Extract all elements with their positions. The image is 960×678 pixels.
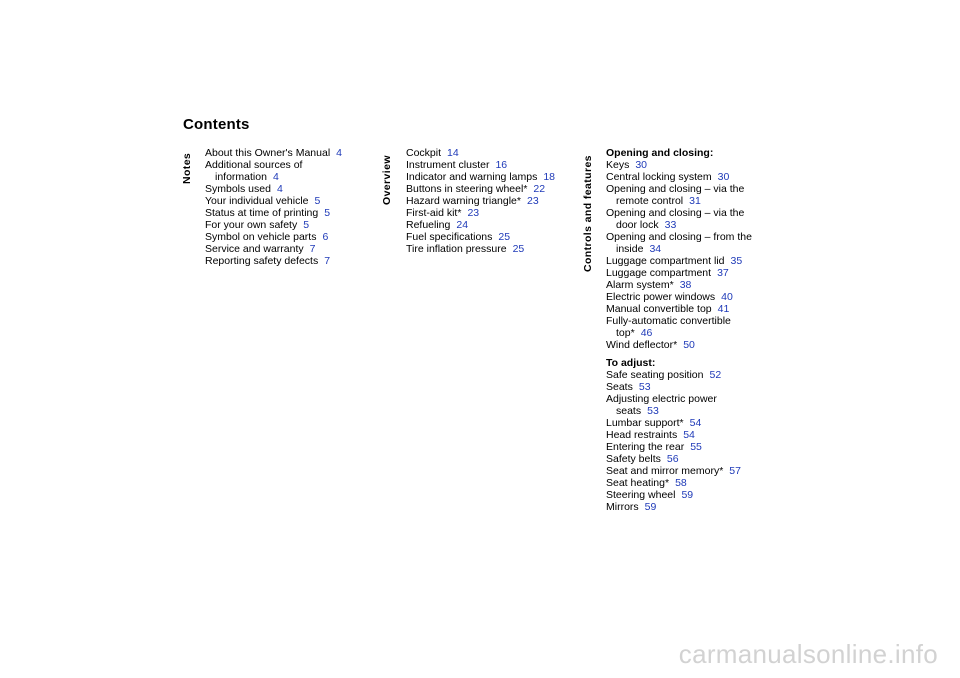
toc-entry[interactable] — [606, 279, 752, 291]
toc-entry-title: Luggage compartment lid — [606, 255, 725, 267]
toc-entry-title: Buttons in steering wheel* — [406, 183, 528, 195]
toc-page-number[interactable]: 4 — [272, 171, 279, 183]
toc-entry-title: Mirrors — [606, 501, 639, 513]
toc-entry-title: Seat heating* — [606, 477, 670, 489]
toc-entry[interactable] — [406, 219, 555, 231]
toc-page-number[interactable]: 25 — [498, 231, 511, 243]
toc-page-number[interactable]: 23 — [526, 195, 539, 207]
toc-entry-title: Symbol on vehicle parts — [205, 231, 317, 243]
toc-entry-title: Service and warranty — [205, 243, 304, 255]
toc-page-number[interactable]: 46 — [640, 327, 653, 339]
toc-entry[interactable] — [606, 369, 752, 381]
toc-entry[interactable] — [606, 501, 752, 513]
toc-entry[interactable] — [606, 405, 752, 417]
section-label-notes: Notes — [181, 152, 193, 184]
toc-page-number[interactable]: 40 — [721, 291, 733, 303]
toc-page-number[interactable]: 4 — [276, 183, 283, 195]
toc-entry[interactable] — [606, 195, 752, 207]
toc-entry-title: Symbols used — [205, 183, 271, 195]
toc-entry[interactable] — [606, 339, 752, 351]
section-label-overview: Overview — [381, 155, 393, 205]
toc-page-number[interactable]: 16 — [495, 159, 508, 171]
toc-page-number[interactable]: 5 — [324, 207, 331, 219]
toc-entry[interactable] — [205, 183, 342, 195]
toc-entry[interactable] — [606, 489, 752, 501]
toc-page-number[interactable]: 37 — [717, 267, 729, 279]
toc-page-number[interactable]: 31 — [689, 195, 701, 207]
toc-page-number[interactable]: 33 — [664, 219, 677, 231]
toc-page-number[interactable]: 7 — [324, 255, 331, 267]
toc-entry[interactable] — [606, 327, 752, 339]
toc-entry[interactable] — [606, 417, 752, 429]
toc-entry-title: Head restraints — [606, 429, 678, 441]
toc-page-number[interactable]: 34 — [649, 243, 662, 255]
toc-entry-title: Instrument cluster — [406, 159, 490, 171]
toc-entry-title: Cockpit — [406, 147, 442, 159]
toc-entry[interactable] — [606, 183, 752, 195]
toc-entry-title: Tire inflation pressure — [406, 243, 507, 255]
toc-entry-title: Alarm system* — [606, 279, 674, 291]
toc-entry-title: Refueling — [406, 219, 451, 231]
toc-page-number[interactable]: 59 — [681, 489, 694, 501]
toc-entry[interactable] — [606, 171, 752, 183]
toc-page-number[interactable]: 30 — [635, 159, 648, 171]
toc-page-number[interactable]: 5 — [303, 219, 310, 231]
toc-entry-title: Seats — [606, 381, 633, 393]
toc-entry-title: Fully-automatic convertible — [606, 315, 731, 327]
toc-entry[interactable] — [606, 315, 752, 327]
toc-page-number[interactable]: 53 — [638, 381, 651, 393]
toc-entry-title: Steering wheel — [606, 489, 676, 501]
toc-entry[interactable] — [606, 477, 752, 489]
toc-entry[interactable] — [406, 231, 555, 243]
toc-page-number[interactable]: 57 — [729, 465, 741, 477]
toc-entry[interactable] — [606, 231, 752, 243]
toc-entry-title: Entering the rear — [606, 441, 685, 453]
toc-entry[interactable] — [205, 231, 342, 243]
toc-column-controls-and-features — [606, 147, 752, 513]
toc-entry-title: Safety belts — [606, 453, 661, 465]
toc-page-number[interactable]: 55 — [690, 441, 702, 453]
toc-entry[interactable] — [205, 219, 342, 231]
group-heading: To adjust: — [606, 357, 656, 369]
toc-entry-title: Keys — [606, 159, 630, 171]
toc-entry[interactable] — [406, 195, 555, 207]
toc-page-number[interactable]: 7 — [309, 243, 316, 255]
watermark: carmanualsonline.info — [678, 639, 938, 669]
toc-entry-title: Fuel specifications — [406, 231, 493, 243]
toc-entry-title: Additional sources of — [205, 159, 303, 171]
toc-entry[interactable] — [606, 381, 752, 393]
toc-entry-title: top* — [616, 327, 635, 339]
toc-entry-title: Luggage compartment — [606, 267, 712, 279]
toc-entry[interactable] — [406, 159, 555, 171]
toc-entry-title: Hazard warning triangle* — [406, 195, 521, 207]
toc-entry[interactable] — [606, 465, 752, 477]
toc-page-number[interactable]: 4 — [336, 147, 342, 159]
toc-page-number[interactable]: 50 — [683, 339, 695, 351]
toc-entry-title: Manual convertible top — [606, 303, 712, 315]
group-heading: Opening and closing: — [606, 147, 714, 159]
toc-page-number[interactable]: 52 — [709, 369, 722, 381]
toc-entry-title: Central locking system — [606, 171, 712, 183]
toc-entry[interactable] — [406, 171, 555, 183]
toc-entry[interactable] — [606, 291, 752, 303]
toc-entry-title: information — [215, 171, 267, 183]
toc-entry-title: Opening and closing – from the — [606, 231, 752, 243]
toc-entry-title: Safe seating position — [606, 369, 704, 381]
toc-page-number[interactable]: 59 — [644, 501, 657, 513]
toc-entry[interactable] — [406, 147, 555, 159]
toc-page-number[interactable]: 6 — [322, 231, 329, 243]
toc-page-number[interactable]: 41 — [717, 303, 730, 315]
toc-page-number[interactable]: 54 — [683, 429, 695, 441]
toc-page-number[interactable]: 22 — [533, 183, 546, 195]
toc-entry[interactable] — [606, 159, 752, 171]
toc-entry-title: Electric power windows — [606, 291, 716, 303]
toc-page-number[interactable]: 56 — [666, 453, 679, 465]
toc-page-number[interactable]: 53 — [647, 405, 659, 417]
toc-page-number[interactable]: 25 — [512, 243, 525, 255]
toc-entry-title: About this Owner's Manual — [205, 147, 331, 159]
toc-entry[interactable] — [205, 147, 342, 159]
toc-entry[interactable] — [205, 243, 342, 255]
toc-entry[interactable] — [606, 393, 752, 405]
toc-page-number[interactable]: 30 — [717, 171, 730, 183]
toc-entry[interactable] — [606, 303, 752, 315]
toc-entry[interactable] — [606, 453, 752, 465]
toc-page-number[interactable]: 23 — [467, 207, 480, 219]
toc-entry[interactable] — [606, 243, 752, 255]
toc-entry-title: Lumbar support* — [606, 417, 684, 429]
toc-entry-title: Opening and closing – via the — [606, 183, 745, 195]
toc-entry[interactable] — [205, 195, 342, 207]
toc-entry-title: Status at time of printing — [205, 207, 319, 219]
toc-entry[interactable] — [606, 429, 752, 441]
toc-page-number[interactable]: 14 — [447, 147, 459, 159]
toc-entry-title: Wind deflector* — [606, 339, 678, 351]
toc-entry[interactable] — [406, 243, 555, 255]
toc-entry[interactable] — [606, 267, 752, 279]
toc-entry[interactable] — [606, 441, 752, 453]
toc-entry-title: Adjusting electric power — [606, 393, 717, 405]
toc-entry-title: remote control — [616, 195, 684, 207]
toc-column-notes — [205, 147, 342, 267]
toc-entry[interactable] — [606, 219, 752, 231]
toc-entry[interactable] — [205, 255, 342, 267]
toc-page-number[interactable]: 58 — [675, 477, 687, 489]
toc-page-number[interactable]: 35 — [730, 255, 743, 267]
toc-entry-title: Your individual vehicle — [205, 195, 309, 207]
toc-entry[interactable] — [406, 183, 555, 195]
toc-entry-title: seats — [616, 405, 642, 417]
toc-page-number[interactable]: 18 — [543, 171, 556, 183]
toc-entry-title: Seat and mirror memory* — [606, 465, 724, 477]
toc-entry-title: door lock — [616, 219, 659, 231]
toc-entry[interactable] — [205, 207, 342, 219]
toc-entry-title: Indicator and warning lamps — [406, 171, 538, 183]
toc-entry[interactable] — [205, 159, 342, 171]
toc-entry[interactable] — [606, 255, 752, 267]
toc-page-number[interactable]: 24 — [456, 219, 469, 231]
section-label-controls-and-features: Controls and features — [582, 155, 594, 272]
toc-entry-title: For your own safety — [205, 219, 298, 231]
toc-entry-title: First-aid kit* — [406, 207, 462, 219]
toc-page-number[interactable]: 54 — [689, 417, 702, 429]
toc-page-number[interactable]: 5 — [314, 195, 321, 207]
page-title: Contents — [183, 116, 250, 133]
toc-entry-title: Reporting safety defects — [205, 255, 319, 267]
toc-page-number[interactable]: 38 — [679, 279, 692, 291]
toc-entry-title: inside — [616, 243, 644, 255]
toc-entry[interactable] — [205, 171, 342, 183]
toc-entry-title: Opening and closing – via the — [606, 207, 745, 219]
toc-entry[interactable] — [406, 207, 555, 219]
toc-entry[interactable] — [606, 207, 752, 219]
toc-column-overview — [406, 147, 555, 255]
